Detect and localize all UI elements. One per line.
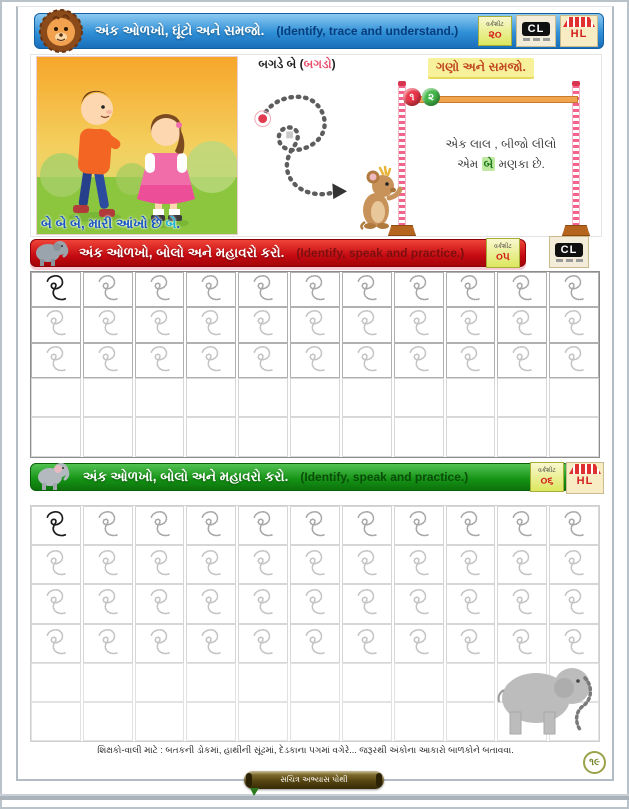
trace-cell	[135, 584, 185, 623]
numeral-glyph	[198, 549, 224, 580]
empty-practice-cell	[238, 663, 288, 702]
empty-practice-cell	[186, 417, 236, 457]
empty-practice-cell	[342, 702, 392, 741]
numeral-glyph	[406, 549, 432, 580]
empty-practice-cell	[394, 663, 444, 702]
trace-cell	[290, 584, 340, 623]
empty-practice-cell	[290, 378, 340, 418]
series-ribbon: સચિત્ર અભ્યાસ પોથી	[244, 771, 384, 789]
numeral-glyph	[43, 309, 69, 340]
trace-cell	[83, 272, 133, 307]
empty-practice-cell	[31, 702, 81, 741]
numeral-glyph	[561, 588, 587, 619]
trace-header-bar	[34, 13, 604, 49]
numeral-glyph	[147, 510, 173, 541]
trace-cell	[446, 272, 496, 307]
elephant-icon	[36, 453, 70, 491]
trace-cell	[186, 506, 236, 545]
numeral-glyph	[457, 345, 483, 376]
trace-cell	[135, 307, 185, 342]
trace-cell	[290, 506, 340, 545]
cl-badge-text: CL	[522, 22, 551, 36]
trace-cell	[83, 584, 133, 623]
practice2-header-bar	[30, 463, 570, 491]
worksheet-number-badge	[478, 16, 512, 46]
empty-practice-cell	[446, 378, 496, 418]
trace-cell	[394, 272, 444, 307]
numeral-glyph	[147, 588, 173, 619]
numeral-glyph	[354, 510, 380, 541]
trace-cell	[31, 506, 81, 545]
count-rhyme-text	[424, 135, 578, 175]
children-illustration	[36, 56, 238, 235]
empty-practice-cell	[446, 702, 496, 741]
numeral-glyph	[457, 309, 483, 340]
rhyme-caption: બે બે બે, મારી આંખો છે બે.	[41, 216, 181, 231]
trace-cell	[83, 307, 133, 342]
numeral-glyph	[250, 274, 276, 305]
hl-badge-text: HL	[570, 28, 588, 40]
trace-cell	[31, 307, 81, 342]
trace-cell	[135, 272, 185, 307]
empty-practice-cell	[135, 417, 185, 457]
numeral-name-highlight: બગડો	[303, 57, 332, 71]
empty-practice-cell	[446, 417, 496, 457]
numeral-glyph	[95, 628, 121, 659]
trace-cell	[394, 307, 444, 342]
numeral-glyph	[302, 309, 328, 340]
numeral-glyph	[198, 274, 224, 305]
trace-cell	[238, 584, 288, 623]
count-line2-post: મણકા છે.	[498, 156, 545, 171]
trace-end-arrow-icon	[332, 183, 347, 199]
numeral-glyph	[147, 628, 173, 659]
numeral-glyph	[198, 588, 224, 619]
numeral-glyph	[43, 628, 69, 659]
numeral-glyph	[147, 274, 173, 305]
trace-cell	[83, 506, 133, 545]
trace-cell	[31, 272, 81, 307]
trace-cell	[290, 343, 340, 378]
trace-cell	[186, 624, 236, 663]
trace-cell	[238, 272, 288, 307]
numeral-glyph	[95, 309, 121, 340]
lion-icon	[39, 9, 83, 53]
numeral-glyph	[43, 345, 69, 376]
trace-start-dot	[257, 113, 268, 124]
trace-cell	[446, 584, 496, 623]
empty-practice-cell	[497, 417, 547, 457]
leaf-icon	[250, 788, 259, 796]
numeral-glyph	[354, 588, 380, 619]
numeral-name-label: બગડે બે (બગડો)	[258, 57, 336, 71]
trace-cell	[83, 343, 133, 378]
numeral-glyph	[509, 309, 535, 340]
trace-cell	[446, 506, 496, 545]
trace-cell	[394, 624, 444, 663]
cl-badge-dots-icon	[556, 259, 583, 262]
numeral-glyph	[406, 588, 432, 619]
empty-practice-cell	[186, 378, 236, 418]
empty-practice-cell	[135, 702, 185, 741]
trace-cell	[549, 272, 599, 307]
trace-cell	[186, 343, 236, 378]
numeral-glyph	[302, 345, 328, 376]
numeral-glyph	[147, 345, 173, 376]
numeral-glyph	[561, 345, 587, 376]
empty-practice-cell	[394, 378, 444, 418]
trace-cell	[186, 307, 236, 342]
numeral-glyph	[509, 588, 535, 619]
empty-practice-cell	[31, 663, 81, 702]
numeral-trace-glyph	[247, 79, 349, 227]
empty-practice-cell	[135, 663, 185, 702]
empty-practice-cell	[290, 663, 340, 702]
house-roof-icon	[569, 464, 601, 474]
numeral-glyph	[561, 274, 587, 305]
numeral-glyph	[561, 549, 587, 580]
trace-cell	[342, 624, 392, 663]
numeral-glyph	[509, 510, 535, 541]
trace-cell	[549, 307, 599, 342]
empty-practice-cell	[549, 417, 599, 457]
numeral-glyph	[95, 510, 121, 541]
worksheet-number-badge: વર્કશીટ ૦૬	[530, 462, 564, 492]
numeral-glyph	[354, 274, 380, 305]
numeral-glyph	[95, 588, 121, 619]
numeral-glyph	[147, 309, 173, 340]
page-edge	[0, 794, 629, 800]
practice1-title-gujarati: અંક ઓળખો, બોલો અને મહાવરો કરો.	[79, 245, 285, 260]
numeral-glyph	[250, 345, 276, 376]
empty-practice-cell	[290, 417, 340, 457]
numeral-glyph	[509, 345, 535, 376]
trace-cell	[394, 584, 444, 623]
numeral-glyph	[509, 274, 535, 305]
trace-header-title-gujarati: અંક ઓળખો, ઘૂંટો અને સમજો.	[95, 23, 265, 38]
numeral-glyph	[198, 309, 224, 340]
trace-cell	[83, 545, 133, 584]
teacher-note: શિક્ષકો-વાલી માટે : બતકની ડોકમાં, હાથીની સૂંઢમાં, દેડકાના પગમાં વગેરે... જરૂરથી અંકોના આકારો બાળકોને બતાવવા.	[97, 745, 514, 755]
bead-red: ૧	[403, 88, 421, 106]
trace-cell	[186, 584, 236, 623]
trace-cell	[342, 343, 392, 378]
trace-cell	[497, 272, 547, 307]
trace-cell	[135, 343, 185, 378]
trace-cell	[497, 307, 547, 342]
numeral-glyph	[457, 588, 483, 619]
trace-cell	[290, 272, 340, 307]
header-badges	[478, 15, 598, 47]
numeral-glyph	[95, 345, 121, 376]
trace-cell	[342, 506, 392, 545]
numeral-glyph	[43, 588, 69, 619]
rhyme-caption-highlight: બે	[165, 216, 177, 231]
numeral-glyph	[250, 510, 276, 541]
numeral-glyph	[406, 345, 432, 376]
empty-practice-cell	[83, 663, 133, 702]
trace-cell	[238, 624, 288, 663]
empty-practice-cell	[446, 663, 496, 702]
numeral-glyph	[147, 549, 173, 580]
empty-practice-cell	[549, 378, 599, 418]
page-number-badge: ૧૯	[583, 751, 606, 774]
hl-badge: HL	[566, 462, 604, 494]
trace-cell	[446, 624, 496, 663]
trace-cell	[238, 506, 288, 545]
numeral-glyph	[406, 309, 432, 340]
empty-practice-cell	[238, 417, 288, 457]
pole-base-right	[562, 225, 590, 236]
numeral-glyph	[561, 510, 587, 541]
numeral-glyph	[250, 628, 276, 659]
numeral-glyph	[302, 628, 328, 659]
cl-badge	[516, 15, 556, 47]
trace-cell	[549, 343, 599, 378]
trace-cell	[238, 307, 288, 342]
worksheet-number: ૨૦	[488, 28, 502, 41]
numeral-glyph	[43, 549, 69, 580]
trace-cell	[238, 545, 288, 584]
trace-cell	[497, 584, 547, 623]
numeral-glyph	[354, 345, 380, 376]
practice1-header-bar	[30, 239, 526, 267]
empty-practice-cell	[342, 378, 392, 418]
cl-badge: CL	[549, 236, 589, 268]
empty-practice-cell	[83, 378, 133, 418]
numeral-glyph	[457, 274, 483, 305]
numeral-glyph	[95, 549, 121, 580]
count-section-title: ગણો અને સમજો.	[428, 58, 534, 77]
numeral-glyph	[509, 549, 535, 580]
practice-grid-1	[30, 271, 600, 458]
trace-cell	[31, 584, 81, 623]
trace-cell	[446, 545, 496, 584]
practice1-title-english: (Identify, speak and practice.)	[296, 246, 465, 260]
numeral-glyph	[406, 510, 432, 541]
bead-green: ૨	[422, 88, 440, 106]
mouse-icon	[356, 160, 404, 230]
numeral-glyph	[406, 274, 432, 305]
numeral-glyph	[43, 510, 69, 541]
numeral-glyph	[354, 309, 380, 340]
trace-cell	[186, 272, 236, 307]
empty-practice-cell	[238, 378, 288, 418]
empty-practice-cell	[290, 702, 340, 741]
empty-practice-cell	[497, 378, 547, 418]
numeral-glyph	[250, 549, 276, 580]
trace-cell	[342, 307, 392, 342]
numeral-glyph	[302, 510, 328, 541]
worksheet-number-badge: વર્કશીટ ૦૫	[486, 238, 520, 268]
practice2-title-english: (Identify, speak and practice.)	[300, 470, 469, 484]
numeral-glyph	[198, 628, 224, 659]
numeral-glyph	[302, 549, 328, 580]
trace-cell	[31, 343, 81, 378]
trace-cell	[83, 624, 133, 663]
numeral-glyph	[457, 510, 483, 541]
numeral-glyph	[43, 274, 69, 305]
trace-cell	[135, 506, 185, 545]
numeral-glyph	[302, 588, 328, 619]
practice2-title-gujarati: અંક ઓળખો, બોલો અને મહાવરો કરો.	[83, 469, 289, 484]
worksheet-label: વર્કશીટ	[486, 21, 504, 28]
trace-cell	[394, 545, 444, 584]
trace-cell	[497, 343, 547, 378]
trace-cell	[549, 506, 599, 545]
empty-practice-cell	[394, 702, 444, 741]
numeral-glyph	[250, 588, 276, 619]
trace-cell	[290, 545, 340, 584]
trace-cell	[446, 307, 496, 342]
trace-cell	[342, 545, 392, 584]
numeral-name-text: બગડે બે	[258, 57, 297, 71]
trace-cell	[290, 307, 340, 342]
numeral-glyph	[95, 274, 121, 305]
numeral-glyph	[302, 274, 328, 305]
count-line1: એક લાલ , બીજો લીલો	[445, 137, 557, 151]
trace-cell	[394, 343, 444, 378]
empty-practice-cell	[83, 417, 133, 457]
empty-practice-cell	[342, 663, 392, 702]
trace-cell	[31, 545, 81, 584]
trace-cell	[186, 545, 236, 584]
elephant-icon	[33, 233, 69, 267]
trace-cell	[290, 624, 340, 663]
empty-practice-cell	[238, 702, 288, 741]
trace-cell	[342, 272, 392, 307]
cl-badge-dots-icon	[523, 38, 550, 41]
trace-cell	[342, 584, 392, 623]
numeral-glyph	[198, 510, 224, 541]
empty-practice-cell	[394, 417, 444, 457]
empty-practice-cell	[31, 378, 81, 418]
rhyme-caption-text: બે બે બે, મારી આંખો છે	[41, 216, 162, 231]
hl-badge	[560, 15, 598, 47]
empty-practice-cell	[31, 417, 81, 457]
empty-practice-cell	[342, 417, 392, 457]
trace-cell	[446, 343, 496, 378]
empty-practice-cell	[83, 702, 133, 741]
house-roof-icon	[563, 17, 595, 27]
trace-cell	[497, 545, 547, 584]
trace-cell	[135, 624, 185, 663]
numeral-glyph	[457, 549, 483, 580]
empty-practice-cell	[135, 378, 185, 418]
numeral-glyph	[561, 309, 587, 340]
elephant-illustration	[492, 648, 596, 740]
trace-header-title-english: (Identify, trace and understand.)	[276, 24, 459, 38]
numeral-glyph	[354, 549, 380, 580]
empty-practice-cell	[186, 702, 236, 741]
numeral-glyph	[406, 628, 432, 659]
trace-cell	[549, 584, 599, 623]
trace-cell	[135, 545, 185, 584]
loop-center-marker	[286, 131, 293, 138]
numeral-glyph	[457, 628, 483, 659]
empty-practice-cell	[186, 663, 236, 702]
trace-cell	[497, 506, 547, 545]
count-line2-pre: એમ	[457, 156, 479, 171]
numeral-glyph	[198, 345, 224, 376]
count-line2-highlight: બે	[483, 156, 494, 171]
trace-cell	[238, 343, 288, 378]
numeral-glyph	[250, 309, 276, 340]
trace-cell	[549, 545, 599, 584]
numeral-glyph	[354, 628, 380, 659]
trace-cell	[31, 624, 81, 663]
trace-cell	[394, 506, 444, 545]
